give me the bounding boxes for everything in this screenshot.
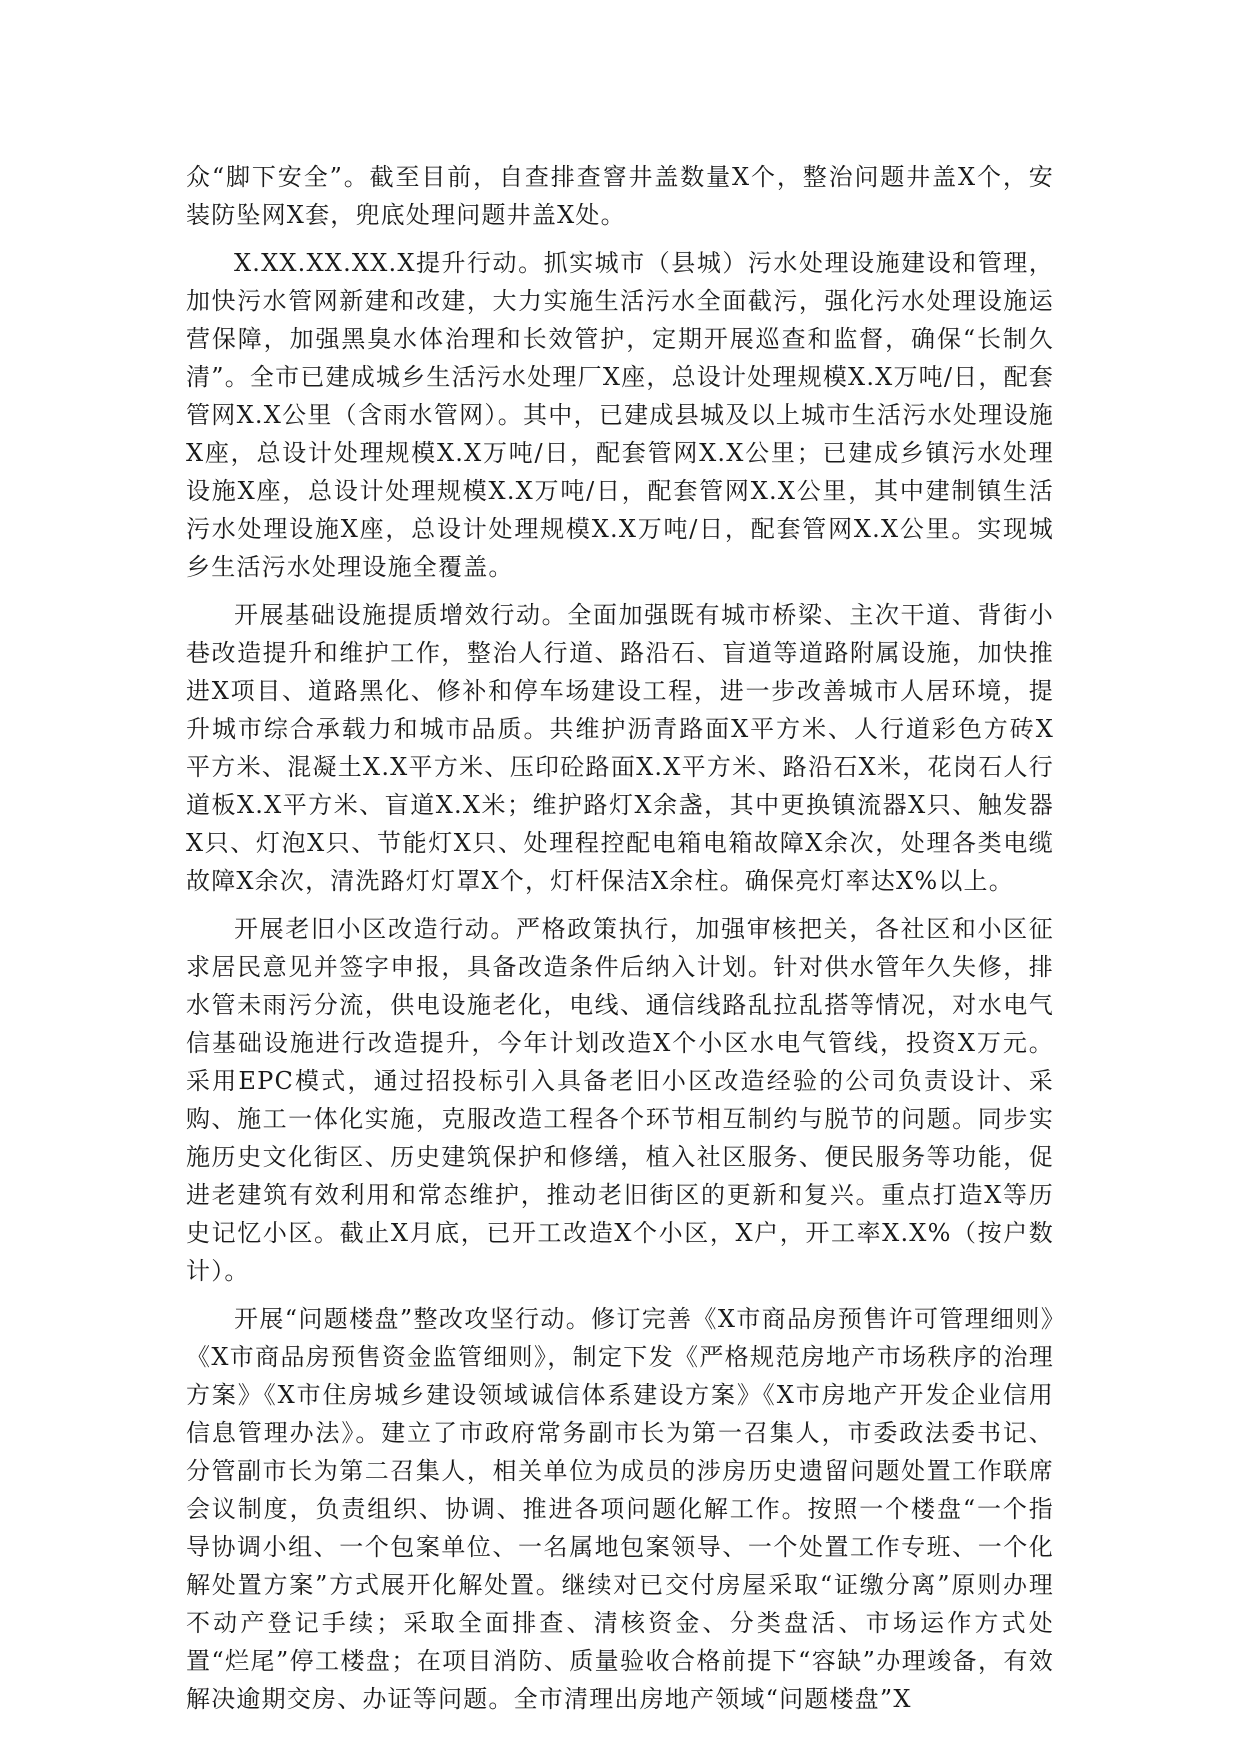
paragraph-old-community-renovation: 开展老旧小区改造行动。严格政策执行，加强审核把关，各社区和小区征求居民意见并签字申报，具备改造条件后纳入计划。针对供水管年久失修，排水管未雨污分流，供电设施老化，电线、通信线路乱拉乱搭等情况，对水电气信基础设施进行改造提升，今年计划改造X个小区水电气管线，投资X万元。采用EPC模式，通过招投标引入具备老旧小区改造经验的公司负责设计、采购、施工一体化实施，克服改造工程各个环节相互制约与脱节的问题。同步实施历史文化街区、历史建筑保护和修缮，植入社区服务、便民服务等功能，促进老建筑有效利用和常态维护，推动老旧街区的更新和复兴。重点打造X等历史记忆小区。截止X月底，已开工改造X个小区，X户，开工率X.X%（按户数计）。 [186,915,1054,1285]
paragraph-sewage-treatment: X.XX.XX.XX.X提升行动。抓实城市（县城）污水处理设施建设和管理，加快污水管网新建和改建，大力实施生活污水全面截污，强化污水处理设施运营保障，加强黑臭水体治理和长效管护，定期开展巡查和监督，确保“长制久清”。全市已建成城乡生活污水处理厂X座，总设计处理规模X.X万吨/日，配套管网X.X公里（含雨水管网）。其中，已建成县城及以上城市生活污水处理设施X座，总设计处理规模X.X万吨/日，配套管网X.X公里；已建成乡镇污水处理设施X座，总设计处理规模X.X万吨/日，配套管网X.X公里，其中建制镇生活污水处理设施X座，总设计处理规模X.X万吨/日，配套管网X.X公里。实现城乡生活污水处理设施全覆盖。 [186,249,1054,581]
paragraph-problem-housing-rectification: 开展“问题楼盘”整改攻坚行动。修订完善《X市商品房预售许可管理细则》《X市商品房预售资金监管细则》，制定下发《严格规范房地产市场秩序的治理方案》《X市住房城乡建设领域诚信体系建设方案》《X市房地产开发企业信用信息管理办法》。建立了市政府常务副市长为第一召集人，市委政法委书记、分管副市长为第二召集人，相关单位为成员的涉房历史遗留问题处置工作联席会议制度，负责组织、协调、推进各项问题化解工作。按照一个楼盘“一个指导协调小组、一个包案单位、一名属地包案领导、一个处置工作专班、一个化解处置方案”方式展开化解处置。继续对已交付房屋采取“证缴分离”原则办理不动产登记手续；采取全面排查、清核资金、分类盘活、市场运作方式处置“烂尾”停工楼盘；在项目消防、质量验收合格前提下“容缺”办理竣备，有效解决逾期交房、办证等问题。全市清理出房地产领域“问题楼盘”X [186,1305,1054,1713]
paragraph-manhole-safety: 众“脚下安全”。截至目前，自查排查窨井盖数量X个，整治问题井盖X个，安装防坠网X套，兜底处理问题井盖X处。 [186,163,1054,229]
document-body [186,158,1054,1728]
paragraph-infrastructure-upgrade: 开展基础设施提质增效行动。全面加强既有城市桥梁、主次干道、背街小巷改造提升和维护工作，整治人行道、路沿石、盲道等道路附属设施，加快推进X项目、道路黑化、修补和停车场建设工程，进一步改善城市人居环境，提升城市综合承载力和城市品质。共维护沥青路面X平方米、人行道彩色方砖X平方米、混凝土X.X平方米、压印砼路面X.X平方米、路沿石X米，花岗石人行道板X.X平方米、盲道X.X米；维护路灯X余盏，其中更换镇流器X只、触发器X只、灯泡X只、节能灯X只、处理程控配电箱电箱故障X余次，处理各类电缆故障X余次，清洗路灯灯罩X个，灯杆保洁X余柱。确保亮灯率达X%以上。 [186,601,1054,895]
